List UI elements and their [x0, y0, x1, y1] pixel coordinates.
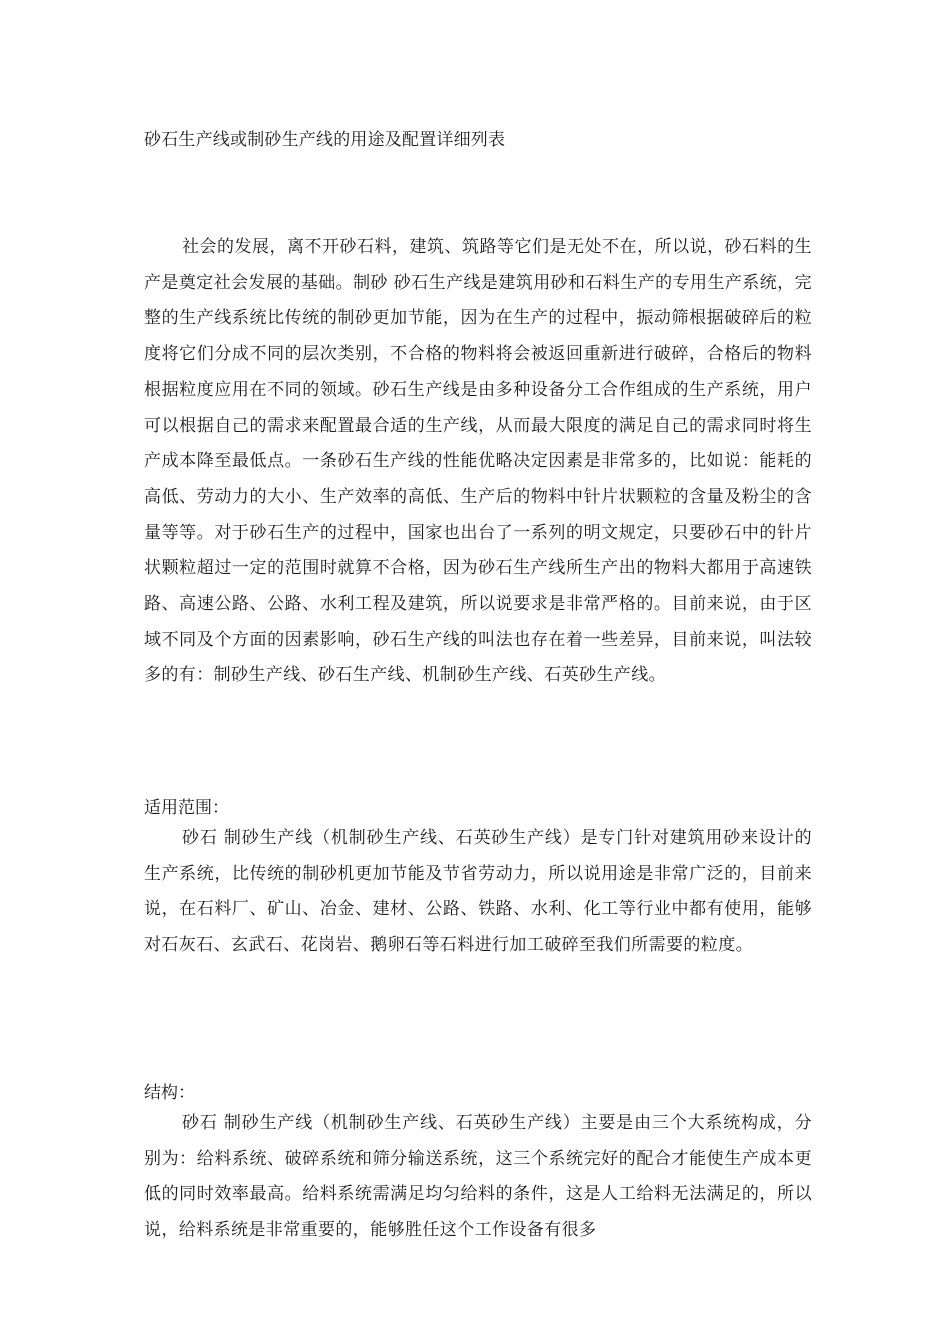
- intro-paragraph: 社会的发展，离不开砂石料，建筑、筑路等它们是无处不在，所以说，砂石料的生产是奠定社会发展的基础。制砂 砂石生产线是建筑用砂和石料生产的专用生产系统，完整的生产线系统比传统的制砂更加节能，因为在生产的过程中，振动筛根据破碎后的粒度将它们分成不同的层次类别，不合格的物料将会被返回重新进行破碎，合格后的物料根据粒度应用在不同的领域。砂石生产线是由多种设备分工合作组成的生产系统，用户可以根据自己的需求来配置最合适的生产线，从而最大限度的满足自己的需求同时将生产成本降至最低点。一条砂石生产线的性能优略决定因素是非常多的，比如说：能耗的高低、劳动力的大小、生产效率的高低、生产后的物料中针片状颗粒的含量及粉尘的含量等等。对于砂石生产的过程中，国家也出台了一系列的明文规定，只要砂石中的针片状颗粒超过一定的范围时就算不合格，因为砂石生产线所生产出的物料大都用于高速铁路、高速公路、公路、水利工程及建筑，所以说要求是非常严格的。目前来说，由于区域不同及个方面的因素影响，砂石生产线的叫法也存在着一些差异，目前来说，叫法较多的有：制砂生产线、砂石生产线、机制砂生产线、石英砂生产线。: [144, 237, 812, 686]
- structure-heading: 结构：: [144, 1083, 195, 1103]
- structure-paragraph: 砂石 制砂生产线（机制砂生产线、石英砂生产线）主要是由三个大系统构成，分别为：给料系统、破碎系统和筛分输送系统，这三个系统完好的配合才能使生产成本更低的同时效率最高。给料系统需满足均匀给料的条件，这是人工给料无法满足的，所以说，给料系统是非常重要的，能够胜任这个工作设备有很多: [144, 1113, 812, 1241]
- scope-section: [144, 821, 812, 964]
- intro-section: [144, 230, 812, 694]
- document-title: 砂石生产线或制砂生产线的用途及配置详细列表: [144, 130, 506, 150]
- scope-paragraph: 砂石 制砂生产线（机制砂生产线、石英砂生产线）是专门针对建筑用砂来设计的生产系统，比传统的制砂机更加节能及节省劳动力，所以说用途是非常广泛的，目前来说，在石料厂、矿山、冶金、建材、公路、铁路、水利、化工等行业中都有使用，能够对石灰石、玄武石、花岗岩、鹅卵石等石料进行加工破碎至我们所需要的粒度。: [144, 828, 812, 956]
- structure-section: [144, 1106, 812, 1249]
- scope-heading: 适用范围：: [144, 798, 229, 818]
